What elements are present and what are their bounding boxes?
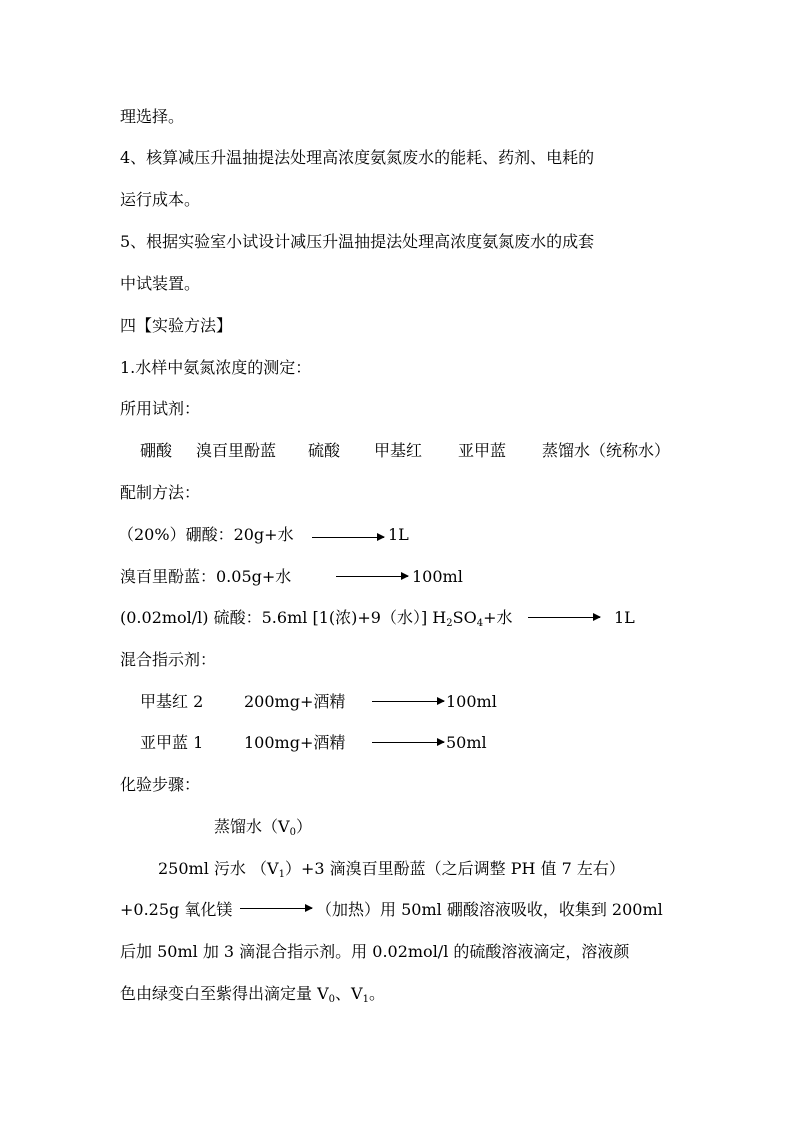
text-line: 4、核算减压升温抽提法处理高浓度氨氮废水的能耗、药剂、电耗的 [120, 148, 595, 167]
reagent-item: 硼酸 [140, 441, 173, 460]
step-sewage: 250ml 污水 $(V_1)+3$ 滴溴百里酚蓝（之后调整 PH 值 7 左右） [158, 859, 625, 880]
text-line: 所用试剂： [120, 399, 201, 418]
text-line: 配制方法： [120, 483, 201, 502]
prep-label: (0.02mol/l) 硫酸：5.6ml [1(浓)+9（水）] $H_2SO_4+$水 [120, 608, 513, 629]
reagent-item: 硫酸 [308, 441, 341, 460]
prep-result: 1L [614, 608, 635, 627]
prep-result: 100ml [412, 567, 463, 586]
section-heading: 四【实验方法】 [120, 316, 233, 335]
text-line: 后加 50ml 加 3 滴混合指示剂。用 0.02mol/l 的硫酸溶液滴定，溶液颜 [120, 942, 630, 961]
reagent-item: 溴百里酚蓝 [196, 441, 277, 460]
indicator-amount: 200mg+酒精 [244, 692, 346, 711]
text-line: 理选择。 [120, 107, 185, 126]
reagent-item: 甲基红 [374, 441, 423, 460]
text-line: 色由绿变白至紫得出滴定量 $V_0$、$V_1$。 [120, 984, 385, 1005]
step-distilled-water: 蒸馏水$(V_0)$ [214, 817, 312, 838]
indicator-result: 100ml [446, 692, 497, 711]
text-line: 5、根据实验室小试设计减压升温抽提法处理高浓度氨氮废水的成套 [120, 232, 595, 251]
text-line: 化验步骤： [120, 775, 201, 794]
prep-result: 1L [388, 525, 409, 544]
arrow-icon [240, 908, 312, 909]
indicator-result: 50ml [446, 733, 487, 752]
prep-label: 溴百里酚蓝：0.05g+水 [120, 567, 292, 586]
arrow-icon [312, 537, 384, 538]
prep-label: （20%）硼酸：20g+水 [118, 525, 294, 544]
arrow-icon [336, 576, 408, 577]
indicator-name: 亚甲蓝 1 [140, 733, 204, 752]
subsection-heading: 1.水样中氨氮浓度的测定： [120, 358, 312, 377]
arrow-icon [372, 701, 444, 702]
text-line: 中试装置。 [120, 274, 201, 293]
reagent-item: 蒸馏水（统称水） [542, 441, 671, 460]
indicator-amount: 100mg+酒精 [244, 733, 346, 752]
indicator-name: 甲基红 2 [140, 692, 204, 711]
text-line: 运行成本。 [120, 190, 201, 209]
arrow-icon [372, 742, 444, 743]
text-line: 混合指示剂： [120, 650, 217, 669]
arrow-icon [528, 617, 600, 618]
reagent-item: 亚甲蓝 [458, 441, 507, 460]
